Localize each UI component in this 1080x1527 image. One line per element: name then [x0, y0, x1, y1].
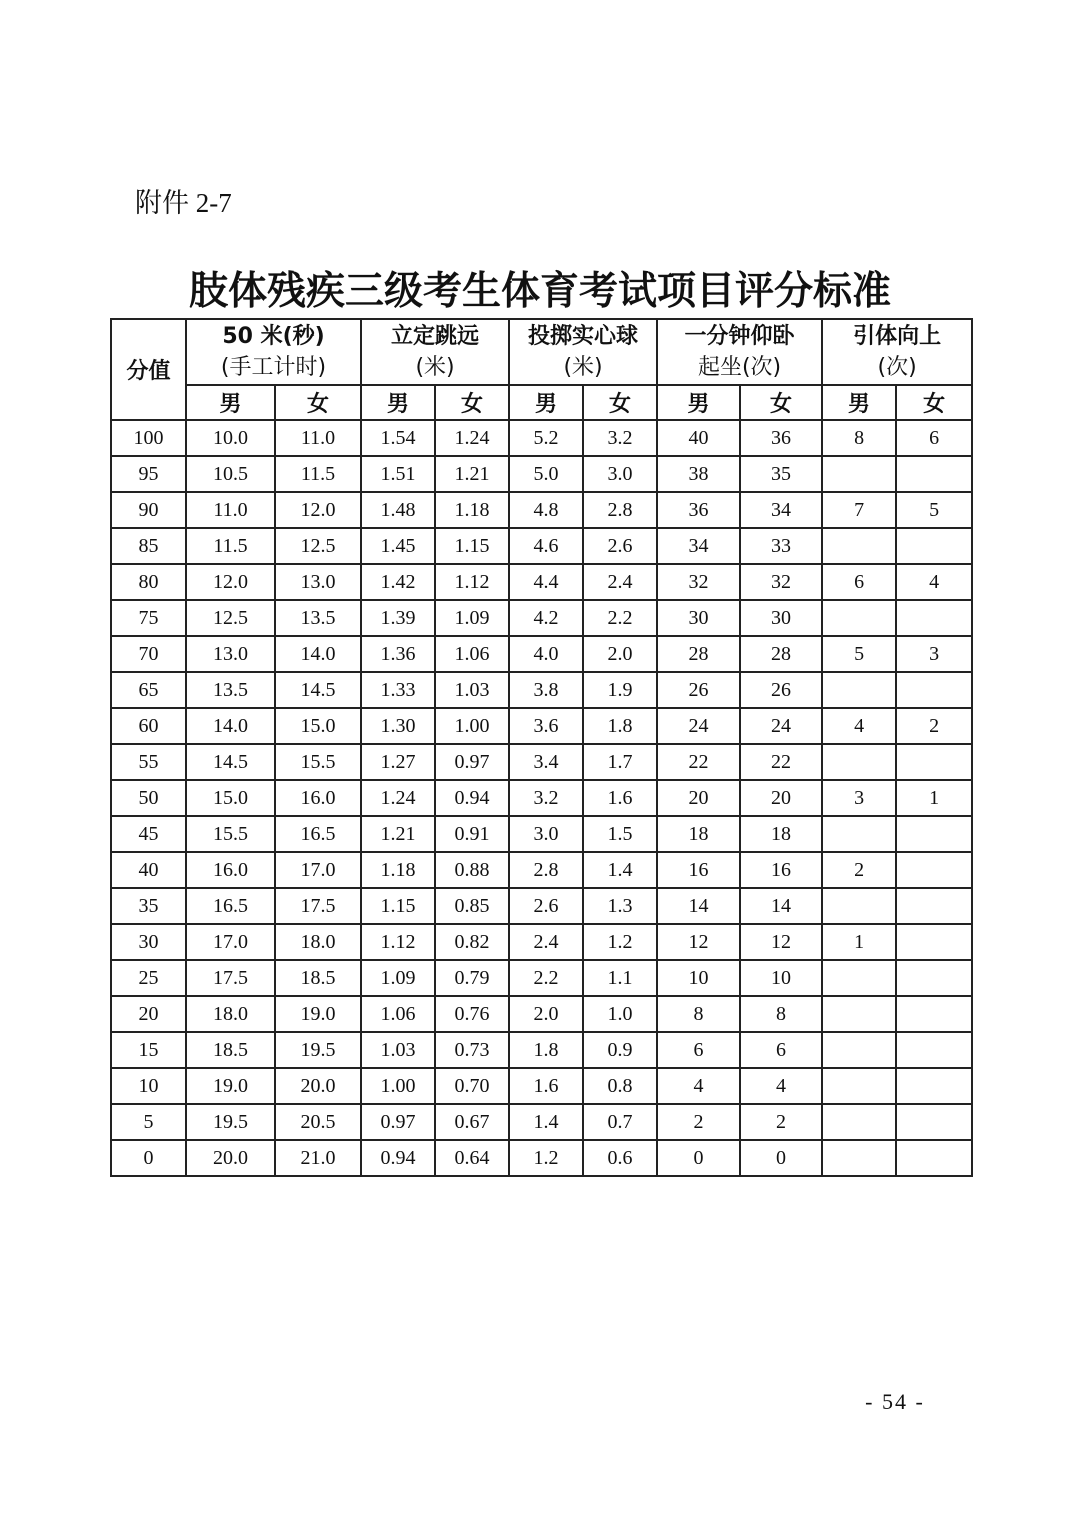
event-header-ball-throw [509, 319, 657, 385]
event-header-pull-ups [822, 319, 972, 385]
table-cell: 1.2 [583, 924, 657, 960]
table-cell: 0.7 [583, 1104, 657, 1140]
table-cell: 12.5 [186, 600, 275, 636]
table-cell: 20.5 [275, 1104, 361, 1140]
table-cell [822, 1104, 896, 1140]
score-cell: 15 [111, 1032, 186, 1068]
table-cell: 2 [657, 1104, 740, 1140]
table-cell: 16.5 [186, 888, 275, 924]
table-cell: 28 [657, 636, 740, 672]
table-cell: 1.12 [435, 564, 509, 600]
table-cell [896, 996, 972, 1032]
table-row [111, 780, 972, 816]
table-row [111, 960, 972, 996]
score-cell: 35 [111, 888, 186, 924]
table-cell: 16.5 [275, 816, 361, 852]
event-header-long-jump [361, 319, 509, 385]
table-cell: 13.0 [186, 636, 275, 672]
table-cell [822, 1068, 896, 1104]
table-cell: 2.2 [509, 960, 583, 996]
table-cell: 4 [657, 1068, 740, 1104]
table-cell: 1 [896, 780, 972, 816]
table-cell: 1.24 [435, 420, 509, 456]
gender-label: 女 [275, 385, 361, 420]
table-cell: 3.0 [583, 456, 657, 492]
table-cell: 0.76 [435, 996, 509, 1032]
table-cell [896, 888, 972, 924]
table-cell: 4 [740, 1068, 822, 1104]
table-cell: 1.09 [361, 960, 435, 996]
table-cell: 1.00 [435, 708, 509, 744]
table-cell: 0.70 [435, 1068, 509, 1104]
table-cell: 0 [740, 1140, 822, 1176]
gender-label: 男 [361, 385, 435, 420]
table-cell: 20 [740, 780, 822, 816]
table-cell: 11.0 [275, 420, 361, 456]
table-cell: 19.0 [186, 1068, 275, 1104]
table-cell: 1.42 [361, 564, 435, 600]
gender-label: 男 [657, 385, 740, 420]
table-cell: 1.21 [361, 816, 435, 852]
table-cell: 20.0 [186, 1140, 275, 1176]
table-cell: 12.5 [275, 528, 361, 564]
table-row [111, 564, 972, 600]
table-cell: 19.5 [275, 1032, 361, 1068]
table-cell: 3 [822, 780, 896, 816]
score-cell: 50 [111, 780, 186, 816]
table-cell: 3.8 [509, 672, 583, 708]
table-row [111, 852, 972, 888]
table-cell: 1.15 [435, 528, 509, 564]
gender-label: 男 [186, 385, 275, 420]
table-cell: 18 [657, 816, 740, 852]
table-cell: 10 [657, 960, 740, 996]
table-cell: 0.97 [435, 744, 509, 780]
table-cell: 14.5 [186, 744, 275, 780]
table-cell: 16.0 [186, 852, 275, 888]
table-cell: 1 [822, 924, 896, 960]
table-row [111, 816, 972, 852]
table-cell: 15.5 [186, 816, 275, 852]
table-cell: 0.97 [361, 1104, 435, 1140]
table-cell: 17.5 [186, 960, 275, 996]
table-cell: 18 [740, 816, 822, 852]
event-unit: (米) [563, 355, 603, 380]
table-cell: 24 [657, 708, 740, 744]
table-row [111, 924, 972, 960]
table-cell: 2 [822, 852, 896, 888]
table-cell: 1.33 [361, 672, 435, 708]
table-cell: 4.0 [509, 636, 583, 672]
table-row [111, 636, 972, 672]
table-cell: 6 [822, 564, 896, 600]
table-cell: 8 [657, 996, 740, 1032]
table-cell: 2.2 [583, 600, 657, 636]
table-cell: 1.54 [361, 420, 435, 456]
table-cell: 1.48 [361, 492, 435, 528]
table-cell: 4.6 [509, 528, 583, 564]
table-cell: 14.0 [186, 708, 275, 744]
table-cell: 2.0 [509, 996, 583, 1032]
table-cell: 0.82 [435, 924, 509, 960]
table-cell: 30 [740, 600, 822, 636]
table-cell: 12 [657, 924, 740, 960]
table-cell: 33 [740, 528, 822, 564]
table-cell [896, 1032, 972, 1068]
table-cell: 1.1 [583, 960, 657, 996]
table-cell: 5 [896, 492, 972, 528]
table-cell: 4 [822, 708, 896, 744]
table-cell: 1.24 [361, 780, 435, 816]
table-cell: 1.03 [361, 1032, 435, 1068]
table-cell: 0.73 [435, 1032, 509, 1068]
score-cell: 85 [111, 528, 186, 564]
table-cell: 1.15 [361, 888, 435, 924]
table-cell: 0.9 [583, 1032, 657, 1068]
table-cell: 0.94 [361, 1140, 435, 1176]
score-cell: 75 [111, 600, 186, 636]
table-cell [896, 852, 972, 888]
table-cell: 18.5 [275, 960, 361, 996]
page-number: - 54 - [865, 1389, 925, 1414]
table-cell: 0.67 [435, 1104, 509, 1140]
table-cell: 20 [657, 780, 740, 816]
table-cell: 11.5 [275, 456, 361, 492]
table-cell: 5.0 [509, 456, 583, 492]
table-cell: 12.0 [275, 492, 361, 528]
table-row [111, 600, 972, 636]
table-cell [896, 456, 972, 492]
table-cell: 0.91 [435, 816, 509, 852]
score-cell: 5 [111, 1104, 186, 1140]
table-cell: 6 [740, 1032, 822, 1068]
table-cell: 1.39 [361, 600, 435, 636]
event-unit: (手工计时) [220, 355, 327, 380]
table-cell [822, 888, 896, 924]
table-cell: 18.0 [275, 924, 361, 960]
table-cell: 11.5 [186, 528, 275, 564]
table-cell: 1.45 [361, 528, 435, 564]
table-cell [896, 600, 972, 636]
table-cell: 1.21 [435, 456, 509, 492]
table-cell: 22 [657, 744, 740, 780]
table-cell: 10 [740, 960, 822, 996]
table-cell: 0.88 [435, 852, 509, 888]
page-title: 肢体残疾三级考生体育考试项目评分标准 [188, 269, 891, 314]
table-cell: 6 [896, 420, 972, 456]
table-cell: 3 [896, 636, 972, 672]
gender-label: 女 [740, 385, 822, 420]
table-cell: 20.0 [275, 1068, 361, 1104]
score-cell: 45 [111, 816, 186, 852]
table-row [111, 744, 972, 780]
score-cell: 95 [111, 456, 186, 492]
score-cell: 10 [111, 1068, 186, 1104]
table-cell [822, 816, 896, 852]
table-cell [896, 1068, 972, 1104]
table-cell: 1.30 [361, 708, 435, 744]
event-name: 50 米(秒) [222, 324, 325, 349]
gender-label: 男 [822, 385, 896, 420]
table-cell: 1.06 [361, 996, 435, 1032]
table-cell: 15.5 [275, 744, 361, 780]
table-cell: 4.8 [509, 492, 583, 528]
table-cell: 38 [657, 456, 740, 492]
gender-label: 女 [583, 385, 657, 420]
table-cell: 2.4 [583, 564, 657, 600]
table-cell: 1.03 [435, 672, 509, 708]
score-cell: 40 [111, 852, 186, 888]
table-cell: 1.06 [435, 636, 509, 672]
table-cell: 14 [740, 888, 822, 924]
table-row [111, 1068, 972, 1104]
event-name: 一分钟仰卧 [684, 324, 795, 349]
table-cell [822, 960, 896, 996]
table-row [111, 1032, 972, 1068]
table-cell: 35 [740, 456, 822, 492]
table-cell: 1.2 [509, 1140, 583, 1176]
table-cell: 32 [657, 564, 740, 600]
score-cell: 65 [111, 672, 186, 708]
table-cell: 26 [657, 672, 740, 708]
table-cell: 22 [740, 744, 822, 780]
table-cell: 17.5 [275, 888, 361, 924]
table-cell: 1.0 [583, 996, 657, 1032]
table-cell: 34 [657, 528, 740, 564]
table-cell [896, 744, 972, 780]
table-cell [896, 924, 972, 960]
table-cell: 0.79 [435, 960, 509, 996]
event-name: 投掷实心球 [528, 324, 639, 349]
table-cell: 15.0 [275, 708, 361, 744]
table-cell: 1.18 [435, 492, 509, 528]
table-cell: 3.2 [509, 780, 583, 816]
table-cell: 3.2 [583, 420, 657, 456]
table-cell [896, 1140, 972, 1176]
table-cell: 36 [740, 420, 822, 456]
gender-label: 男 [509, 385, 583, 420]
table-cell: 15.0 [186, 780, 275, 816]
table-cell: 1.51 [361, 456, 435, 492]
annex-label: 附件 2-7 [135, 188, 232, 218]
score-cell: 60 [111, 708, 186, 744]
table-cell: 16.0 [275, 780, 361, 816]
gender-header-row [111, 385, 972, 420]
table-cell: 1.18 [361, 852, 435, 888]
table-cell: 26 [740, 672, 822, 708]
table-header-row [111, 319, 972, 385]
table-cell: 10.5 [186, 456, 275, 492]
table-cell: 6 [657, 1032, 740, 1068]
table-cell [822, 600, 896, 636]
table-cell: 36 [657, 492, 740, 528]
table-cell: 17.0 [186, 924, 275, 960]
table-cell: 12 [740, 924, 822, 960]
event-name: 引体向上 [853, 324, 942, 349]
table-cell: 16 [657, 852, 740, 888]
table-cell [822, 456, 896, 492]
table-cell: 32 [740, 564, 822, 600]
table-cell: 5 [822, 636, 896, 672]
table-cell [896, 672, 972, 708]
table-cell: 3.6 [509, 708, 583, 744]
table-cell: 40 [657, 420, 740, 456]
table-cell: 7 [822, 492, 896, 528]
table-cell [822, 528, 896, 564]
table-cell: 8 [822, 420, 896, 456]
table-cell: 1.8 [583, 708, 657, 744]
table-cell: 34 [740, 492, 822, 528]
event-header-sprint [186, 319, 361, 385]
table-cell: 1.12 [361, 924, 435, 960]
event-unit: 起坐(次) [697, 355, 782, 380]
table-cell: 28 [740, 636, 822, 672]
table-cell: 0.94 [435, 780, 509, 816]
table-cell: 1.27 [361, 744, 435, 780]
table-cell: 2.4 [509, 924, 583, 960]
table-cell: 2.8 [509, 852, 583, 888]
table-cell: 0.85 [435, 888, 509, 924]
table-cell: 18.5 [186, 1032, 275, 1068]
table-cell [822, 672, 896, 708]
score-standard-table [110, 318, 973, 1177]
table-cell: 14.0 [275, 636, 361, 672]
table-cell: 1.6 [583, 780, 657, 816]
table-cell [896, 816, 972, 852]
table-cell: 1.7 [583, 744, 657, 780]
table-cell [896, 528, 972, 564]
table-cell: 1.36 [361, 636, 435, 672]
table-cell: 0.64 [435, 1140, 509, 1176]
table-cell: 1.00 [361, 1068, 435, 1104]
table-cell: 1.4 [509, 1104, 583, 1140]
table-cell: 13.0 [275, 564, 361, 600]
table-cell: 2.8 [583, 492, 657, 528]
table-cell: 24 [740, 708, 822, 744]
table-cell: 13.5 [275, 600, 361, 636]
table-row [111, 672, 972, 708]
table-cell: 1.3 [583, 888, 657, 924]
table-cell: 0.6 [583, 1140, 657, 1176]
table-row [111, 708, 972, 744]
table-cell: 11.0 [186, 492, 275, 528]
score-cell: 30 [111, 924, 186, 960]
table-cell: 2.6 [583, 528, 657, 564]
table-cell: 1.4 [583, 852, 657, 888]
table-cell: 13.5 [186, 672, 275, 708]
table-cell: 1.8 [509, 1032, 583, 1068]
table-row [111, 996, 972, 1032]
event-header-sit-ups [657, 319, 822, 385]
table-cell: 4.2 [509, 600, 583, 636]
table-cell: 19.5 [186, 1104, 275, 1140]
table-row [111, 1104, 972, 1140]
score-cell: 70 [111, 636, 186, 672]
table-cell: 3.4 [509, 744, 583, 780]
score-header: 分值 [126, 359, 171, 384]
event-name: 立定跳远 [391, 324, 480, 349]
table-cell: 2.6 [509, 888, 583, 924]
table-cell: 19.0 [275, 996, 361, 1032]
table-cell: 0 [657, 1140, 740, 1176]
event-unit: (米) [415, 355, 455, 380]
event-unit: (次) [877, 355, 917, 380]
gender-label: 女 [896, 385, 972, 420]
table-cell: 1.5 [583, 816, 657, 852]
table-cell: 8 [740, 996, 822, 1032]
table-row [111, 1140, 972, 1176]
table-cell: 12.0 [186, 564, 275, 600]
table-cell: 14.5 [275, 672, 361, 708]
table-cell: 17.0 [275, 852, 361, 888]
table-cell [896, 1104, 972, 1140]
table-cell: 5.2 [509, 420, 583, 456]
table-cell: 1.09 [435, 600, 509, 636]
table-row [111, 456, 972, 492]
table-cell: 30 [657, 600, 740, 636]
score-cell: 100 [111, 420, 186, 456]
table-cell: 1.6 [509, 1068, 583, 1104]
table-row [111, 528, 972, 564]
table-cell: 1.9 [583, 672, 657, 708]
table-cell: 16 [740, 852, 822, 888]
score-cell: 20 [111, 996, 186, 1032]
table-cell [822, 1140, 896, 1176]
table-cell: 4.4 [509, 564, 583, 600]
table-cell: 3.0 [509, 816, 583, 852]
table-cell: 2.0 [583, 636, 657, 672]
table-cell: 2 [896, 708, 972, 744]
score-cell: 90 [111, 492, 186, 528]
score-cell: 55 [111, 744, 186, 780]
table-cell [896, 960, 972, 996]
table-cell [822, 744, 896, 780]
table-cell: 4 [896, 564, 972, 600]
table-cell [822, 996, 896, 1032]
table-cell: 21.0 [275, 1140, 361, 1176]
gender-label: 女 [435, 385, 509, 420]
table-cell: 10.0 [186, 420, 275, 456]
table-row [111, 420, 972, 456]
table-row [111, 888, 972, 924]
table-cell: 2 [740, 1104, 822, 1140]
table-row [111, 492, 972, 528]
score-cell: 0 [111, 1140, 186, 1176]
table-cell: 14 [657, 888, 740, 924]
score-cell: 80 [111, 564, 186, 600]
score-header-cell [111, 319, 186, 420]
table-cell [822, 1032, 896, 1068]
table-cell: 0.8 [583, 1068, 657, 1104]
score-cell: 25 [111, 960, 186, 996]
table-cell: 18.0 [186, 996, 275, 1032]
